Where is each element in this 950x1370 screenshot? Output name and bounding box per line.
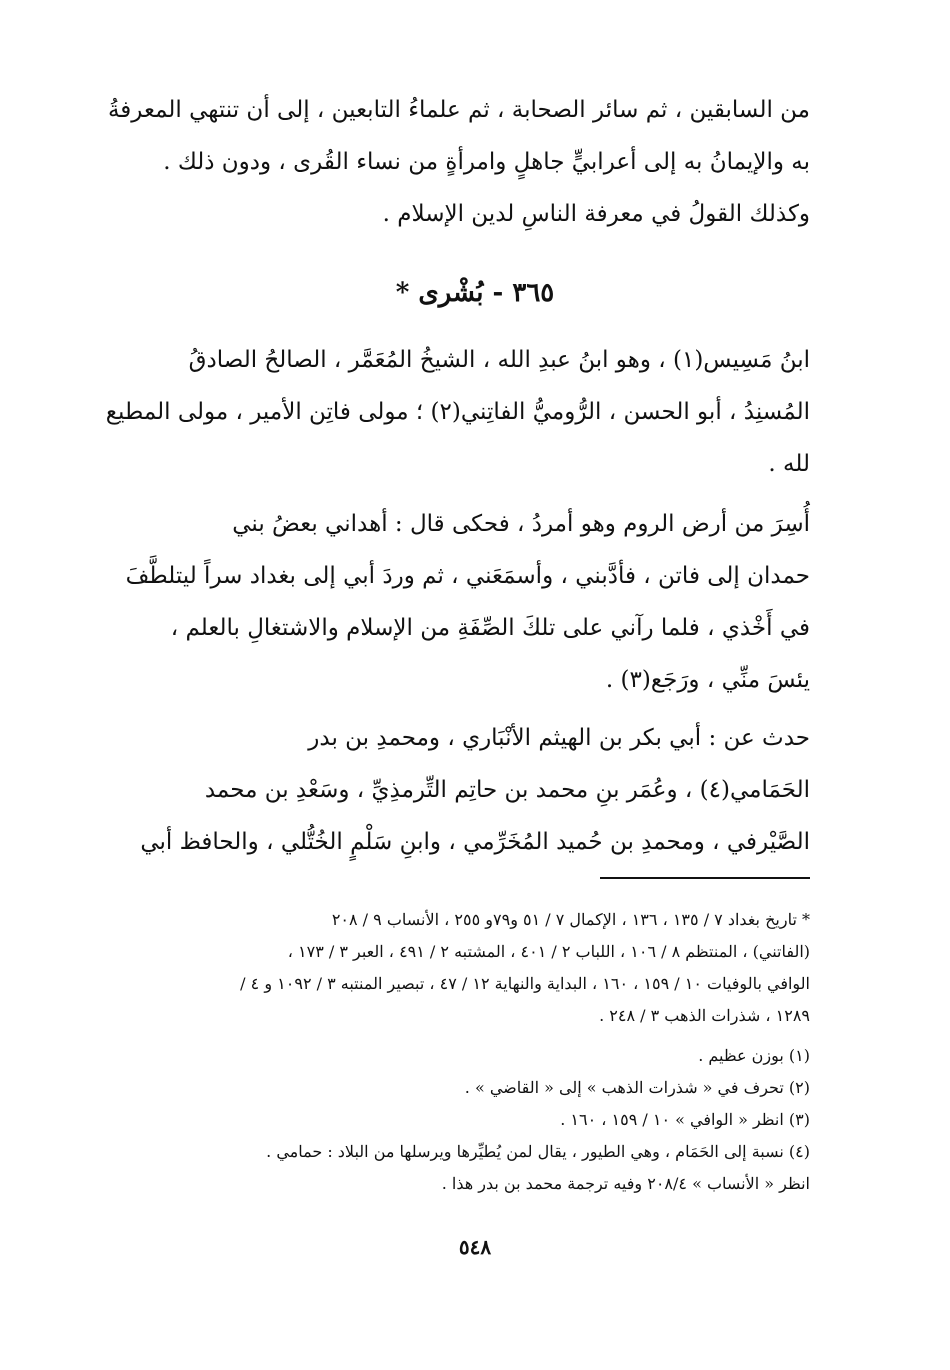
footnotes-list: [140, 1040, 810, 1200]
entry-heading: ٣٦٥ - بُشْرى *: [395, 278, 555, 308]
text-line: الصَّيْرفي ، ومحمدِ بن حُميد المُخَرِّمي ، وابنِ سَلْمٍ الخُتُّلي ، والحافظ أبي: [140, 829, 810, 855]
text-line: وكذلك القولُ في معرفة الناسِ لدين الإسلام .: [382, 201, 810, 227]
footnote-4: (٤) نسبة إلى الحَمَام ، وهي الطيور ، يقال لمن يُطيِّرها ويرسلها من البلاد : حمامي .: [266, 1142, 810, 1161]
footnote-line: الوافي بالوفيات ١٠ / ١٥٩ ، ١٦٠ ، البداية والنهاية ١٢ / ٤٧ ، تبصير المنتبه ٣ / ١٠٩٢ و ٤ /: [240, 974, 810, 993]
text-line: من السابقين ، ثم سائر الصحابة ، ثم علماءُ التابعين ، إلى أن تنتهي المعرفةُ: [107, 97, 810, 123]
footnote-line: (الفاتني) ، المنتظم ٨ / ١٠٦ ، اللباب ٢ / ٤٠١ ، المشتبه ٢ / ٤٩١ ، العبر ٣ / ١٧٣ ،: [287, 942, 810, 961]
text-line: لله .: [768, 451, 810, 477]
footnote-line: * تاريخ بغداد ٧ / ١٣٥ ، ١٣٦ ، الإكمال ٧ / ٥١ و٧٩و ٢٥٥ ، الأنساب ٩ / ٢٠٨: [331, 910, 810, 929]
footnote-1: (١) بوزن عظيم .: [698, 1046, 810, 1065]
text-line: المُسنِدُ ، أبو الحسن ، الرُّوميُّ الفاتِني(٢) ؛ مولى فاتِن الأمير ، مولى المطيع: [105, 399, 810, 425]
footnote-4-continued: انظر « الأنساب » ٢٠٨/٤ وفيه ترجمة محمد بن بدر هذا .: [441, 1174, 810, 1193]
biography-paragraph-1: [105, 334, 810, 490]
page-number: ٥٤٨: [458, 1235, 492, 1259]
text-line: حدث عن : أبي بكر بن الهيثم الأنْبَاري ، ومحمدِ بن بدر: [308, 725, 810, 751]
footnote-divider: [600, 877, 810, 879]
text-line: يئسَ منِّي ، ورَجَع(٣) .: [605, 667, 810, 693]
biography-paragraph-3: [140, 712, 810, 868]
source-references: [140, 904, 810, 1032]
text-line: حمدان إلى فاتن ، فأدَّبني ، وأسمَعَني ، ثم وردَ أبي إلى بغداد سراً ليتلطَّفَ: [125, 563, 810, 589]
text-line: الحَمَامي(٤) ، وعُمَر بنِ محمد بن حاتِم التِّرمذِيِّ ، وسَعْدِ بن محمد: [204, 777, 810, 803]
footnote-3: (٣) انظر « الوافي » ١٠ / ١٥٩ ، ١٦٠ .: [560, 1110, 810, 1129]
intro-paragraph: [107, 84, 810, 240]
footnote-line: ١٢٨٩ ، شذرات الذهب ٣ / ٢٤٨ .: [599, 1006, 810, 1025]
text-line: به والإيمانُ به إلى أعرابيٍّ جاهلٍ وامرأةٍ من نساء القُرى ، ودون ذلك .: [163, 149, 810, 175]
text-line: في أَخْذي ، فلما رآني على تلكَ الصِّفَةِ من الإسلام والاشتغالِ بالعلم ،: [170, 615, 810, 641]
biography-paragraph-2: [125, 498, 810, 706]
footnote-2: (٢) تحرف في « شذرات الذهب » إلى « القاضي » .: [464, 1078, 810, 1097]
text-line: أُسِرَ من أرض الروم وهو أمردُ ، فحكى قال : أهداني بعضُ بني: [232, 511, 810, 537]
text-line: ابنُ مَسِيس(١) ، وهو ابنُ عبدِ الله ، الشيخُ المُعَمَّر ، الصالحُ الصادقُ: [188, 347, 810, 373]
